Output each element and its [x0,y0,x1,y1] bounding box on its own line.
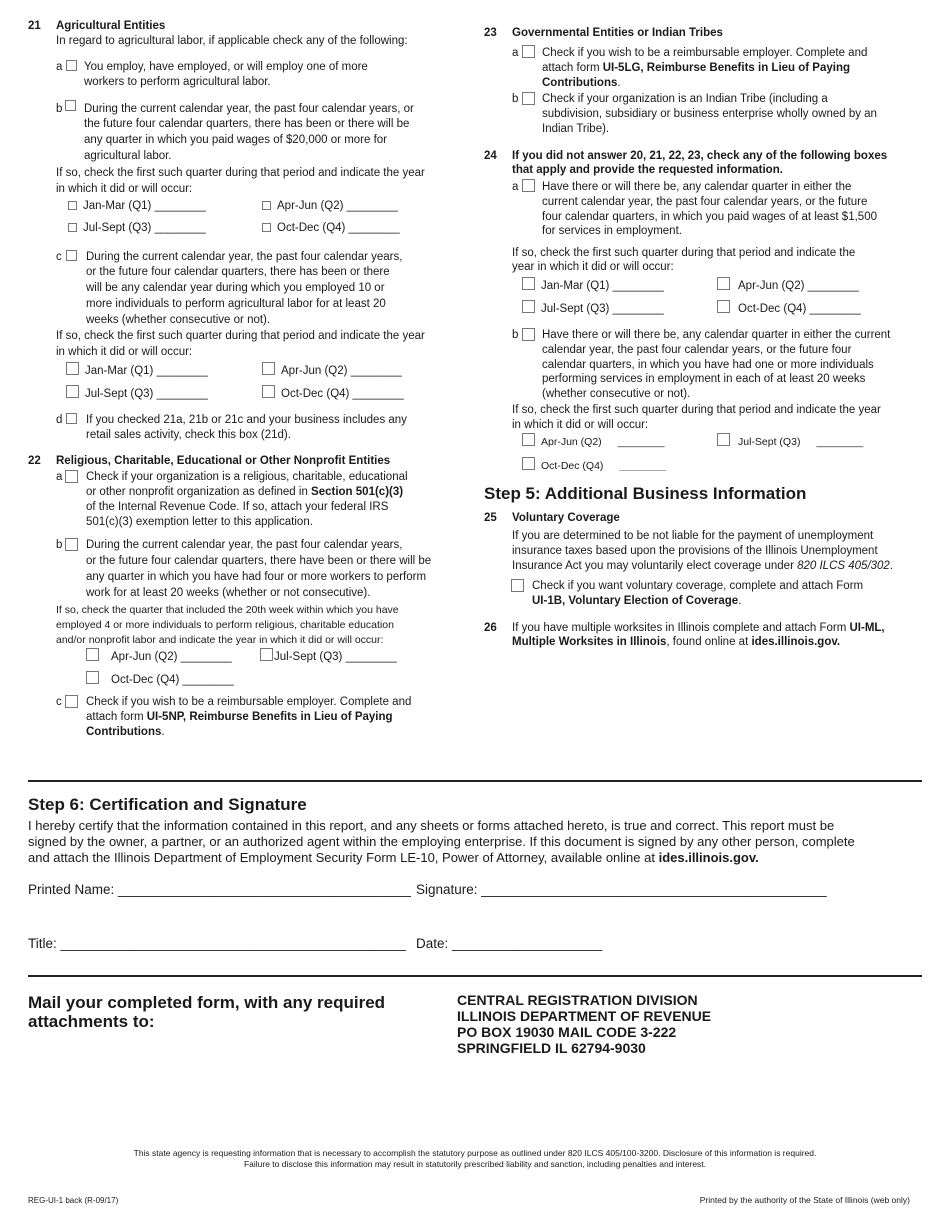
form-ui-5lg-ref: UI-5LG, Reimburse Benefits in Lieu of Paying [602,62,851,74]
item-21d-text-1: If you checked 21a, 21b or 21c and your business includes any [86,414,407,426]
period: . [161,726,165,738]
section-25-text-1: If you are determined to be not liable for the payment of unemployment [512,530,874,542]
item-22b-text-2: or the future four calendar quarters, there have been or there will be [86,555,432,567]
item-22c-text-2 [86,710,393,725]
quarter-24a-q1[interactable] [522,277,664,294]
item-24a-ifso-2: year in which it did or will occur: [512,261,674,273]
quarter-label: Oct-Dec (Q4) ________ [738,303,861,315]
quarter-24b-q2[interactable] [522,433,664,450]
signature-field[interactable]: Signature: ______________________________________________ [416,882,827,897]
item-21a-text-1: You employ, have employed, or will employ one of more [84,61,368,73]
item-22c-text-2a: attach form [86,711,147,723]
item-24b-text-3: calendar quarters, in which you have had one or more individuals [542,359,874,371]
item-24b-letter: b [512,329,519,341]
item-22b-letter: b [56,539,63,551]
form-ui-5np-ref: UI-5NP, Reimburse Benefits in Lieu of Paying [146,711,393,723]
quarter-label: Oct-Dec (Q4) ________ [111,674,234,686]
checkbox-22a[interactable] [65,470,78,483]
section-26-number: 26 [484,622,497,634]
item-22b-ifso-3: and/or nonprofit labor and indicate the year in which it did or will occur: [56,634,384,646]
step-5-title: Step 5: Additional Business Information [484,484,807,503]
quarter-label: Apr-Jun (Q2) ________ [281,365,402,377]
quarter-21c-q1[interactable] [66,362,208,379]
item-23a-letter: a [512,47,519,59]
ides-website-link[interactable]: ides.illinois.gov. [751,636,841,648]
section-26-text-1a: If you have multiple worksites in Illinois complete and attach Form [512,622,850,634]
section-501c3-ref: Section 501(c)(3) [311,486,404,498]
quarter-label: Jul-Sept (Q3) ________ [274,651,397,663]
section-25-text-3 [512,559,893,574]
quarter-label: Apr-Jun (Q2) [541,436,602,448]
item-21d-letter: d [56,414,63,426]
item-23a-text-3 [542,76,621,91]
quarter-21b-q1[interactable] [68,199,206,214]
quarter-label: Jul-Sept (Q3) [738,436,801,448]
item-24a-ifso-1: If so, check the first such quarter during that period and indicate the [512,247,856,259]
form-ui-1b-ref: UI-1B, Voluntary Election of Coverage [532,595,739,607]
section-21-intro: In regard to agricultural labor, if applicable check any of the following: [56,35,408,47]
section-22-number: 22 [28,455,41,467]
section-26-text-2 [512,635,840,650]
divider-bottom [28,975,922,977]
checkbox-icon[interactable] [68,201,77,210]
checkbox-icon[interactable] [717,433,730,446]
quarter-21b-q4[interactable] [262,221,400,236]
checkbox-24a[interactable] [522,179,535,192]
quarter-24a-q2[interactable] [717,277,859,294]
section-25-text-2: insurance taxes based upon the provisions of the Illinois Unemployment [512,545,878,557]
quarter-21b-q3[interactable] [68,221,206,236]
item-22b-text-1: During the current calendar year, the past four calendar years, [86,539,403,551]
mail-address-2: ILLINOIS DEPARTMENT OF REVENUE [457,1008,712,1024]
item-24b-ifso-2: in which it did or will occur: [512,419,649,431]
checkbox-icon[interactable] [86,671,99,684]
item-21c-text-2: or the future four calendar quarters, there has been or there [86,266,390,278]
item-24a-text-3: four calendar quarters, in which you paid wages of at least $1,500 [542,211,877,223]
checkbox-icon[interactable] [262,223,271,232]
section-25-number: 25 [484,512,497,524]
item-23b-text-1: Check if your organization is an Indian Tribe (including a [542,93,828,105]
item-21c-ifso-1: If so, check the first such quarter during that period and indicate the year [56,330,425,342]
certification-text-3a: and attach the Illinois Department of Employment Security Form LE-10, Power of Attorney, available online at [28,850,659,865]
section-25-title: Voluntary Coverage [512,512,620,524]
quarter-label: Oct-Dec (Q4) [541,460,604,472]
quarter-label: Oct-Dec (Q4) ________ [277,222,400,234]
checkbox-icon[interactable] [66,385,79,398]
item-24b-text-4: performing services in employment in each of at least 20 weeks [542,373,866,385]
item-21a-letter: a [56,61,63,73]
item-22b-text-3: any quarter in which you have had four or more workers to perform [86,571,427,583]
item-22b-text-4: work for at least 20 weeks (whether or not consecutive). [86,587,371,599]
item-21b-text-3: any quarter in which you paid wages of $20,000 or more for [84,134,388,146]
item-24b-text-5: (whether consecutive or not). [542,388,691,400]
item-22c-text-1: Check if you wish to be a reimbursable employer. Complete and [86,696,412,708]
section-21-title: Agricultural Entities [56,20,166,32]
checkbox-icon[interactable] [66,362,79,375]
item-24b-ifso-1: If so, check the first such quarter during that period and indicate the year [512,404,881,416]
certification-text-2: signed by the owner, a partner, or an authorized agent within the employing enterprise. If this document is signed by any other person, complete [28,834,855,849]
quarter-label: Oct-Dec (Q4) ________ [281,388,404,400]
item-21b-text-1: During the current calendar year, the past four calendar years, or [84,103,414,115]
checkbox-21b[interactable] [65,100,76,111]
item-24a-text-2: current calendar year, the past four calendar years, or the future [542,196,868,208]
year-blank[interactable]: ________ [816,436,864,448]
checkbox-icon[interactable] [522,277,535,290]
quarter-label: Jul-Sept (Q3) ________ [83,222,206,234]
quarter-label: Apr-Jun (Q2) ________ [738,280,859,292]
section-22-title: Religious, Charitable, Educational or Other Nonprofit Entities [56,455,391,467]
quarter-label: Jul-Sept (Q3) ________ [85,388,208,400]
checkbox-25[interactable] [511,579,524,592]
item-24b-text-1: Have there or will there be, any calendar quarter in either the current [542,329,891,341]
item-23a-text-1: Check if you wish to be a reimbursable employer. Complete and [542,47,868,59]
item-21d-text-2: retail sales activity, check this box (21d). [86,429,291,441]
section-25-checkbox-text-1: Check if you want voluntary coverage, complete and attach Form [532,580,864,592]
item-22b-ifso-2: employed 4 or more individuals to perform religious, charitable education [56,619,394,631]
section-24-title-1: If you did not answer 20, 21, 22, 23, check any of the following boxes [512,150,888,162]
quarter-21c-q2[interactable] [262,362,402,379]
item-24a-text-1: Have there or will there be, any calendar quarter in either the [542,181,852,193]
checkbox-24b[interactable] [522,328,535,341]
quarter-label: Apr-Jun (Q2) ________ [277,200,398,212]
item-21b-ifso-1: If so, check the first such quarter during that period and indicate the year [56,167,425,179]
item-22a-letter: a [56,471,63,483]
quarter-22b-q4[interactable] [86,671,234,688]
quarter-21c-q4[interactable] [262,385,404,402]
item-23b-letter: b [512,93,519,105]
item-21b-text-2: the future four calendar quarters, there has been or there will be [84,118,410,130]
item-22c-text-3 [86,725,165,740]
mail-address-1: CENTRAL REGISTRATION DIVISION [457,992,698,1008]
checkbox-23a[interactable] [522,45,535,58]
form-ui-ml-title: Multiple Worksites in Illinois [512,636,667,648]
quarter-22b-q3[interactable] [260,648,397,665]
quarter-label: Jul-Sept (Q3) ________ [541,303,664,315]
quarter-24a-q3[interactable] [522,300,664,317]
checkbox-icon[interactable] [717,277,730,290]
checkbox-icon[interactable] [717,300,730,313]
item-22a-text-3: of the Internal Revenue Code. If so, attach your federal IRS [86,501,389,513]
checkbox-22c[interactable] [65,695,78,708]
contributions-label: Contributions [542,77,618,89]
item-23b-text-3: Indian Tribe). [542,123,610,135]
checkbox-icon[interactable] [262,362,275,375]
period: . [889,560,894,572]
quarter-24b-q4[interactable] [522,457,666,474]
item-22b-ifso-1: If so, check the quarter that included the 20th week within which you have [56,604,399,616]
form-id: REG-UI-1 back (R-09/17) [28,1196,119,1205]
authority-notice: Printed by the authority of the State of Illinois (web only) [699,1195,910,1205]
checkbox-icon[interactable] [68,223,77,232]
mail-address-3: PO BOX 19030 MAIL CODE 3-222 [457,1024,677,1040]
disclosure-notice-1: This state agency is requesting information that is necessary to accomplish the statutory purpose as outlined under 820 ILCS 405/100-3200. Disclosure of this information is required. [133,1148,817,1158]
quarter-21b-q2[interactable] [262,199,398,214]
form-ui-ml-ref: UI-ML, [849,622,885,634]
statute-ref: 820 ILCS 405/302 [797,560,890,572]
mail-address-4: SPRINGFIELD IL 62794-9030 [457,1040,646,1056]
section-26-text-2b: , found online at [666,636,752,648]
checkbox-icon[interactable] [262,385,275,398]
checkbox-icon[interactable] [522,457,535,470]
item-24a-text-4: for services in employment. [542,225,682,237]
checkbox-icon[interactable] [262,201,271,210]
checkbox-icon[interactable] [522,300,535,313]
item-22a-text-2a: or other nonprofit organization as defined in [86,486,312,498]
quarter-label: Jan-Mar (Q1) ________ [85,365,208,377]
year-blank[interactable]: ________ [617,436,665,448]
title-field[interactable]: Title: ______________________________________________ [28,936,406,951]
disclosure-notice-2: Failure to disclose this information may result in statutorily prescribed liability and sanction, including penalties and interest. [243,1159,707,1169]
certification-text-3 [28,850,759,866]
checkbox-23b[interactable] [522,92,535,105]
checkbox-22b[interactable] [65,538,78,551]
quarter-22b-q2[interactable] [86,648,232,665]
section-23-number: 23 [484,27,497,39]
section-23-title: Governmental Entities or Indian Tribes [512,27,723,39]
section-25-text-3a: Insurance Act you may voluntarily elect coverage under [512,560,798,572]
checkbox-21d[interactable] [66,413,77,424]
item-21c-text-5: weeks (whether consecutive or not). [86,314,271,326]
step-6-title: Step 6: Certification and Signature [28,795,307,814]
item-21c-text-4: more individuals to perform agricultural labor for at least 20 [86,298,386,310]
period: . [617,77,621,89]
quarter-21c-q3[interactable] [66,385,208,402]
quarter-24b-q3[interactable] [717,433,863,450]
item-21b-ifso-2: in which it did or will occur: [56,183,193,195]
item-24b-text-2: calendar year, the past four calendar years, or the future four [542,344,852,356]
item-21a-text-2: workers to perform agricultural labor. [84,76,271,88]
mail-heading-1: Mail your completed form, with any required [28,993,386,1012]
checkbox-icon[interactable] [260,648,273,661]
item-22a-text-1: Check if your organization is a religious, charitable, educational [86,471,408,483]
section-24-title-2: that apply and provide the requested information. [512,164,783,176]
checkbox-21a[interactable] [66,60,77,71]
item-21c-letter: c [56,251,62,263]
quarter-label: Apr-Jun (Q2) ________ [111,651,232,663]
contributions-label: Contributions [86,726,162,738]
ides-website-link[interactable]: ides.illinois.gov. [658,850,759,865]
item-23a-text-2a: attach form [542,62,603,74]
section-25-checkbox-text-2 [532,594,741,609]
year-blank[interactable]: ________ [619,460,667,472]
period: . [738,595,742,607]
item-21c-text-3: will be any calendar year during which you employed 10 or [86,282,385,294]
quarter-label: Jan-Mar (Q1) ________ [541,280,664,292]
item-21b-text-4: agricultural labor. [84,150,172,162]
section-21-number: 21 [28,20,41,32]
quarter-24a-q4[interactable] [717,300,861,317]
item-21c-ifso-2: in which it did or will occur: [56,346,193,358]
item-23b-text-2: subdivision, subsidiary or business enterprise wholly owned by an [542,108,877,120]
printed-name-field[interactable]: Printed Name: _______________________________________ [28,882,411,897]
item-22c-letter: c [56,696,62,708]
item-24a-letter: a [512,181,519,193]
item-21c-text-1: During the current calendar year, the past four calendar years, [86,251,403,263]
item-21b-letter: b [56,103,63,115]
date-field[interactable]: Date: ____________________ [416,936,603,951]
item-23a-text-2 [542,61,850,76]
mail-heading-2: attachments to: [28,1012,155,1031]
section-26-text-1 [512,621,885,636]
item-22a-text-4: 501(c)(3) exemption letter to this application. [86,516,313,528]
quarter-label: Jan-Mar (Q1) ________ [83,200,206,212]
certification-text-1: I hereby certify that the information contained in this report, and any sheets or forms attached hereto, is true and correct. This report must be [28,818,835,833]
checkbox-icon[interactable] [86,648,99,661]
item-22a-text-2 [86,485,403,500]
section-24-number: 24 [484,150,497,162]
divider-top [28,780,922,782]
checkbox-icon[interactable] [522,433,535,446]
checkbox-21c[interactable] [66,250,77,261]
